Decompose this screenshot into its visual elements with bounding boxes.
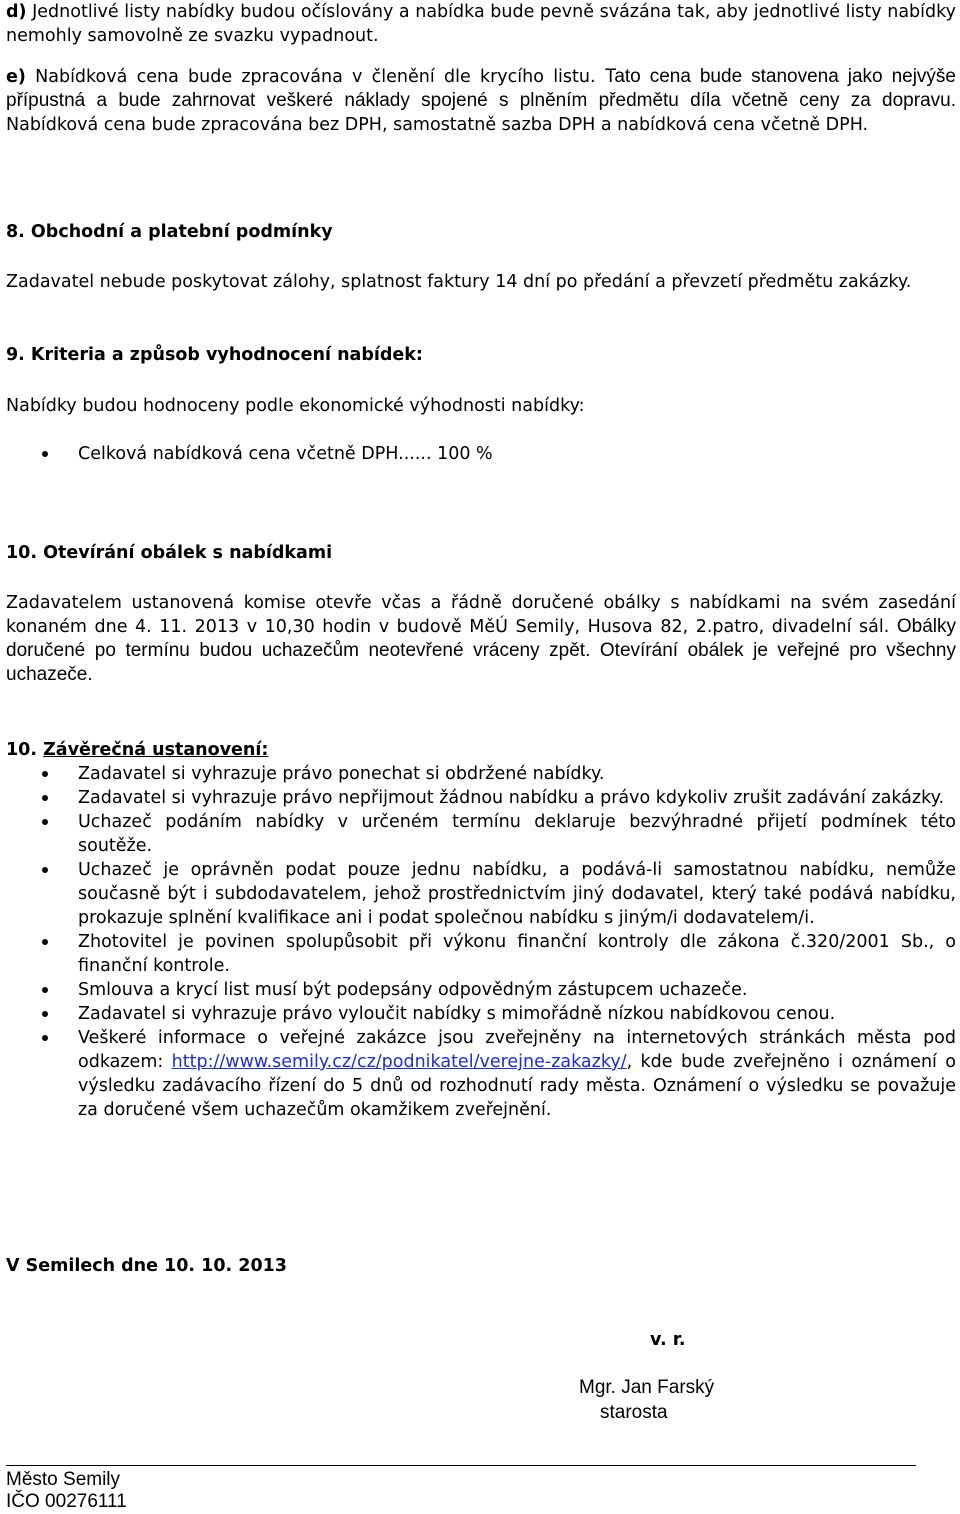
footer-org: Město Semily — [6, 1469, 121, 1490]
verejne-zakazky-link[interactable]: http://www.semily.cz/cz/podnikatel/verejne-zakazky/ — [171, 1052, 627, 1072]
section-e-text-a: Nabídková cena bude zpracována v členění dle krycího listu. — [35, 67, 596, 87]
list-item-text: Uchazeč podáním nabídky v určeném termínu deklaruje bezvýhradné přijetí podmínek této soutěže. — [78, 812, 956, 856]
section-e-label: e) — [6, 67, 26, 87]
section-10-opening-text-b: Obálky doručené po termínu budou uchazečům neotevřené vráceny zpět. Otevírání obálek je veřejné pro všechny uchazeče. — [6, 616, 956, 685]
list-item-before-link: Veškeré informace o veřejné zakázce jsou zveřejněny na internetových stránkách města pod odkazem: — [78, 1028, 956, 1072]
place-date: V Semilech dne 10. 10. 2013 — [6, 1256, 287, 1276]
footer-divider — [6, 1465, 916, 1466]
bullet-icon — [42, 795, 48, 801]
section-d — [6, 0, 956, 48]
final-provisions-list — [6, 762, 956, 1122]
list-item-text: Uchazeč je oprávněn podat pouze jednu nabídku, a podává-li samostatnou nabídku, nemůže současně být i subdodavatelem, jehož prostřednictvím jiný dodavatel, který také podává nabídku, prokazuje splnění kvalifikace ani i podat společnou nabídku s jiným/i dodavatelem/i. — [78, 860, 956, 928]
bullet-icon — [42, 987, 48, 993]
signatory-role: starosta — [600, 1402, 668, 1423]
section-9-criteria — [6, 442, 956, 466]
list-item — [6, 762, 956, 786]
section-e-text-c: Nabídková cena bude zpracována bez DPH, samostatně sazba DPH a nabídková cena včetně DPH. — [6, 115, 869, 135]
section-10-final-number: 10. — [6, 740, 38, 760]
criteria-item — [6, 442, 956, 466]
criteria-item-text: Celková nabídková cena včetně DPH...... 100 % — [78, 444, 493, 464]
section-e — [6, 65, 956, 137]
list-item-text: Zhotovitel je povinen spolupůsobit při výkonu finanční kontroly dle zákona č.320/2001 Sb., o finanční kontrole. — [78, 932, 956, 976]
bullet-icon — [42, 939, 48, 945]
list-item-text: Zadavatel si vyhrazuje právo nepřijmout žádnou nabídku a právo kdykoliv zrušit zadávání zakázky. — [78, 788, 945, 808]
section-10-opening-heading: 10. Otevírání obálek s nabídkami — [6, 543, 333, 563]
bullet-icon — [42, 771, 48, 777]
section-10-final-heading — [6, 738, 956, 762]
section-9-intro: Nabídky budou hodnoceny podle ekonomické výhodnosti nabídky: — [6, 396, 585, 416]
section-8-text: Zadavatel nebude poskytovat zálohy, splatnost faktury 14 dní po předání a převzetí předmětu zakázky. — [6, 272, 912, 292]
section-9-heading: 9. Kriteria a způsob vyhodnocení nabídek: — [6, 345, 423, 365]
list-item — [6, 1002, 956, 1026]
list-item — [6, 858, 956, 930]
list-item — [6, 810, 956, 858]
section-d-label: d) — [6, 2, 27, 22]
list-item — [6, 978, 956, 1002]
bullet-icon — [42, 451, 48, 457]
list-item-after-link: , kde bude zveřejněno i oznámení o výsledku zadávacího řízení do 5 dnů od rozhodnutí rady města. Oznámení o výsledku se považuje za doručené všem uchazečům okamžikem zveřejnění. — [78, 1052, 956, 1120]
section-10-opening-text-a: Zadavatelem ustanovená komise otevře včas a řádně doručené obálky s nabídkami na svém zasedání konaném dne 4. 11. 2013 v 10,30 hodin v budově MěÚ Semily, Husova 82, 2.patro, divadelní sál. — [6, 593, 956, 637]
section-8-heading: 8. Obchodní a platební podmínky — [6, 222, 333, 242]
section-e-text-b: Tato cena bude stanovena jako nejvýše přípustná a bude zahrnovat veškeré náklady spojené s plněním předmětu díla včetně ceny za dopravu. — [6, 66, 956, 111]
bullet-icon — [42, 1011, 48, 1017]
list-item-text: Zadavatel si vyhrazuje právo vyloučit nabídky s mimořádně nízkou nabídkovou cenou. — [78, 1004, 836, 1024]
signatory-name: Mgr. Jan Farský — [579, 1377, 715, 1398]
section-10-final-title: Závěrečná ustanovení: — [43, 740, 269, 760]
footer-ico: IČO 00276111 — [6, 1491, 127, 1512]
bullet-icon — [42, 819, 48, 825]
list-item-text: Zadavatel si vyhrazuje právo ponechat si obdržené nabídky. — [78, 764, 605, 784]
signature-vr: v. r. — [650, 1330, 686, 1350]
list-item-text: Smlouva a krycí list musí být podepsány odpovědným zástupcem uchazeče. — [78, 980, 748, 1000]
list-item — [6, 786, 956, 810]
bullet-icon — [42, 1035, 48, 1041]
list-item — [6, 1026, 956, 1122]
list-item — [6, 930, 956, 978]
bullet-icon — [42, 867, 48, 873]
section-10-opening-text — [6, 591, 956, 687]
section-d-text: Jednotlivé listy nabídky budou očíslovány a nabídka bude pevně svázána tak, aby jednotlivé listy nabídky nemohly samovolně ze svazku vypadnout. — [6, 2, 956, 46]
